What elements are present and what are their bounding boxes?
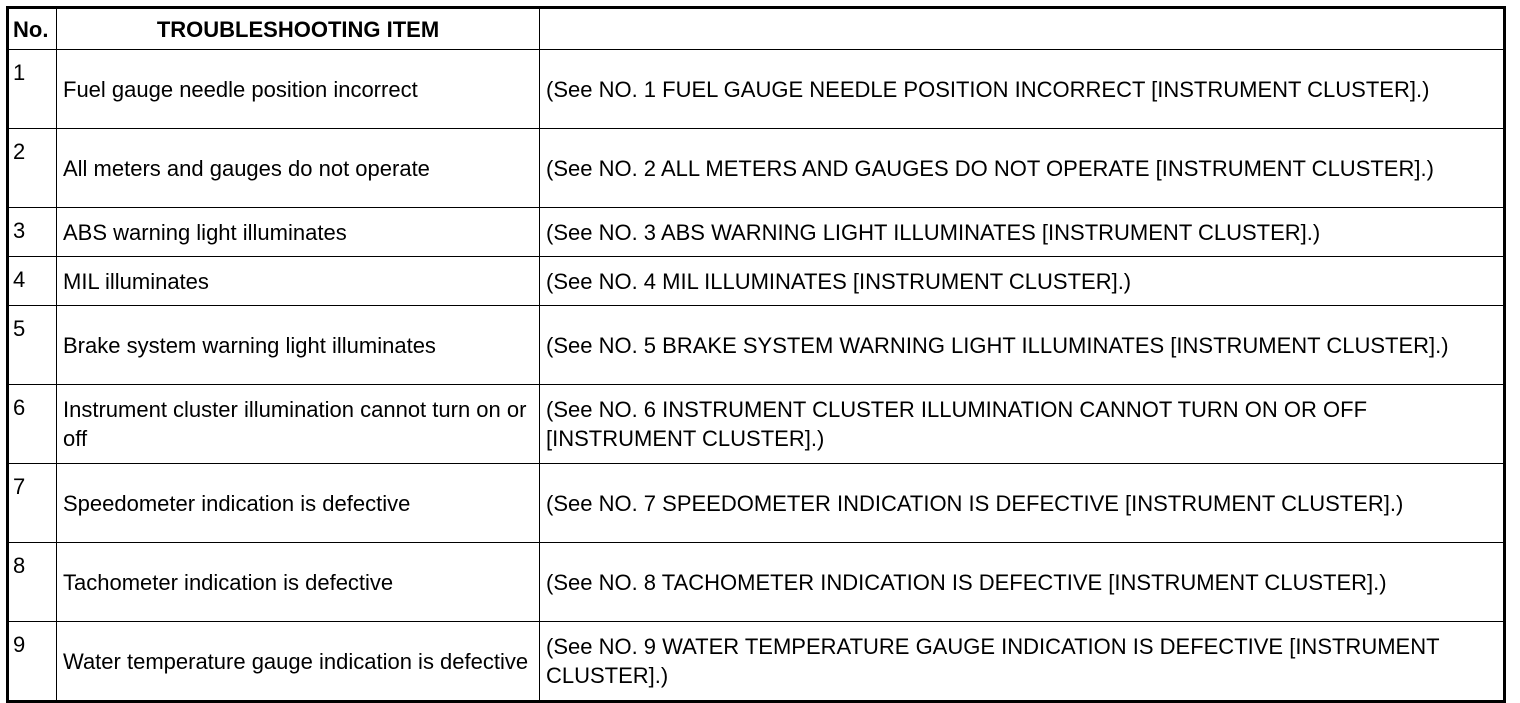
table-row: [8, 208, 1505, 257]
table-row: [8, 622, 1505, 702]
reference-link[interactable]: (See NO. 9 WATER TEMPERATURE GAUGE INDICATION IS DEFECTIVE [INSTRUMENT CLUSTER].): [540, 622, 1505, 702]
row-number: 4: [8, 257, 57, 306]
troubleshooting-item: Speedometer indication is defective: [57, 464, 540, 543]
row-number: 6: [8, 385, 57, 464]
row-number: 2: [8, 129, 57, 208]
troubleshooting-item: All meters and gauges do not operate: [57, 129, 540, 208]
table-header-row: [8, 8, 1505, 50]
row-number: 7: [8, 464, 57, 543]
row-number: 8: [8, 543, 57, 622]
table-row: [8, 129, 1505, 208]
reference-link[interactable]: (See NO. 8 TACHOMETER INDICATION IS DEFECTIVE [INSTRUMENT CLUSTER].): [540, 543, 1505, 622]
row-number: 1: [8, 50, 57, 129]
row-number: 5: [8, 306, 57, 385]
row-number: 9: [8, 622, 57, 702]
troubleshooting-table: [6, 6, 1506, 703]
troubleshooting-item: ABS warning light illuminates: [57, 208, 540, 257]
reference-link[interactable]: (See NO. 1 FUEL GAUGE NEEDLE POSITION INCORRECT [INSTRUMENT CLUSTER].): [540, 50, 1505, 129]
header-troubleshooting-item: TROUBLESHOOTING ITEM: [57, 8, 540, 50]
troubleshooting-item: Instrument cluster illumination cannot turn on or off: [57, 385, 540, 464]
table-row: [8, 385, 1505, 464]
reference-link[interactable]: (See NO. 6 INSTRUMENT CLUSTER ILLUMINATION CANNOT TURN ON OR OFF [INSTRUMENT CLUSTER].): [540, 385, 1505, 464]
table-row: [8, 50, 1505, 129]
reference-link[interactable]: (See NO. 2 ALL METERS AND GAUGES DO NOT OPERATE [INSTRUMENT CLUSTER].): [540, 129, 1505, 208]
row-number: 3: [8, 208, 57, 257]
troubleshooting-item: Water temperature gauge indication is defective: [57, 622, 540, 702]
troubleshooting-item: Fuel gauge needle position incorrect: [57, 50, 540, 129]
reference-link[interactable]: (See NO. 4 MIL ILLUMINATES [INSTRUMENT CLUSTER].): [540, 257, 1505, 306]
troubleshooting-item: Tachometer indication is defective: [57, 543, 540, 622]
header-no: No.: [8, 8, 57, 50]
reference-link[interactable]: (See NO. 3 ABS WARNING LIGHT ILLUMINATES [INSTRUMENT CLUSTER].): [540, 208, 1505, 257]
header-reference: [540, 8, 1505, 50]
reference-link[interactable]: (See NO. 7 SPEEDOMETER INDICATION IS DEFECTIVE [INSTRUMENT CLUSTER].): [540, 464, 1505, 543]
troubleshooting-item: Brake system warning light illuminates: [57, 306, 540, 385]
troubleshooting-item: MIL illuminates: [57, 257, 540, 306]
table-row: [8, 464, 1505, 543]
reference-link[interactable]: (See NO. 5 BRAKE SYSTEM WARNING LIGHT ILLUMINATES [INSTRUMENT CLUSTER].): [540, 306, 1505, 385]
table-row: [8, 257, 1505, 306]
table-row: [8, 543, 1505, 622]
table-row: [8, 306, 1505, 385]
